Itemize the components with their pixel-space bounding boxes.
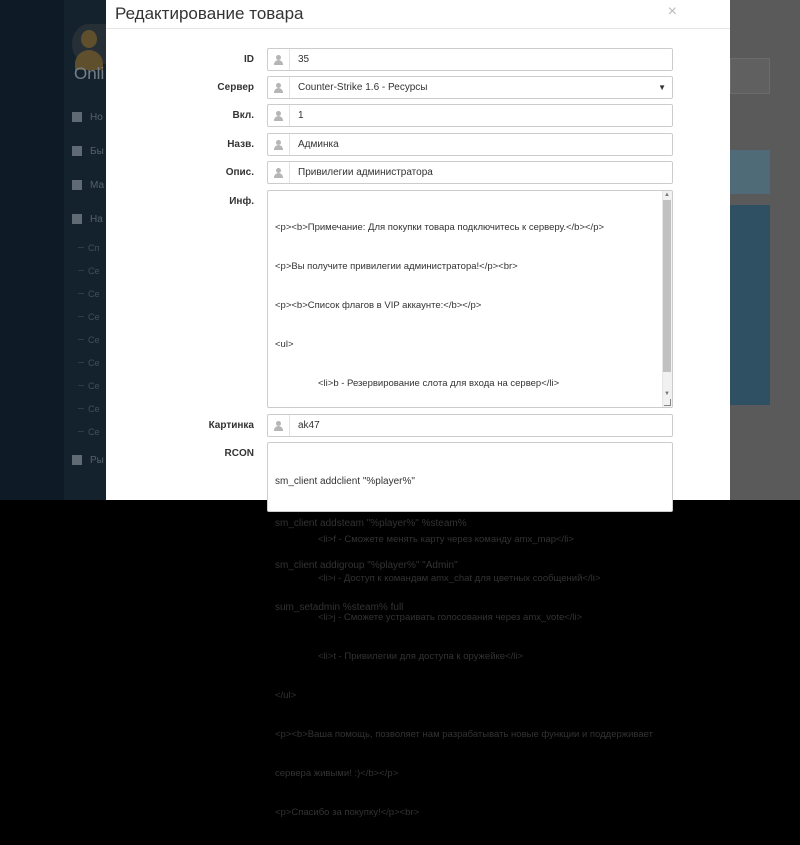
user-icon	[274, 111, 283, 121]
id-label: ID	[244, 54, 254, 65]
scroll-up-icon[interactable]: ▲	[664, 192, 670, 198]
background-dropdown	[730, 58, 770, 94]
id-field[interactable]: 35	[267, 48, 673, 71]
modal-header	[106, 0, 730, 29]
info-text: <p><b>Примечание: Для покупки товара подключитесь к серверу.</b></p> <p>Вы получите привилегии администратора!</p><br> <p><b>Список флагов в VIP аккаунте:</b></p> <ul> <li>b - Резервирование слота для входа на сервер</li> <li>f - Сможете менять карту через команду amx_map</li> <li>i - Доступ к командам amx_chat для цветных сообщений</li> <li>j - Сможете устраивать голосования через amx_vote</li> <li>t - Привилегии для доступа к оружейке</li> </ul> <p><b>Ваша помощь, позволяет нам разрабатывать новые функции и поддерживает сервера живыми! :)</b></p> <p>Спасибо за покупку!</p><br>	[275, 222, 653, 818]
background-panel	[730, 150, 770, 194]
user-icon	[274, 168, 283, 178]
user-icon	[274, 421, 283, 431]
enabled-field[interactable]: 1	[267, 104, 673, 127]
description-field[interactable]: Привилегии администратора	[267, 161, 673, 184]
description-label: Опис.	[225, 167, 254, 178]
name-field[interactable]: Админка	[267, 133, 673, 156]
user-icon	[274, 83, 283, 93]
overlay-dim	[64, 0, 106, 500]
chevron-down-icon: ▼	[658, 83, 666, 92]
name-label: Назв.	[227, 139, 254, 150]
edit-product-modal	[106, 0, 730, 818]
image-label: Картинка	[208, 420, 254, 431]
scrollbar-thumb[interactable]	[663, 200, 671, 372]
rcon-label: RCON	[224, 448, 254, 459]
modal-title: Редактирование товара	[115, 4, 304, 23]
user-icon	[274, 55, 283, 65]
close-button[interactable]: ×	[667, 3, 677, 20]
resize-handle[interactable]	[664, 399, 671, 406]
rcon-textarea[interactable]	[267, 442, 673, 613]
enabled-label: Вкл.	[232, 110, 254, 121]
server-label: Сервер	[217, 82, 254, 93]
scroll-down-icon[interactable]: ▼	[664, 391, 670, 397]
background-panel	[730, 205, 770, 405]
server-select[interactable]: Counter-Strike 1.6 - Ресурсы ▼	[267, 76, 673, 99]
image-field[interactable]: ak47	[267, 414, 673, 437]
user-icon	[274, 140, 283, 150]
info-label: Инф.	[229, 196, 254, 207]
background-content	[730, 0, 800, 500]
scrollbar[interactable]	[662, 191, 672, 407]
rcon-text: sm_client addclient "%player%" sm_client addsteam "%player%" %steam% sm_client addigroup "%player%" "Admin" sum_setadmin %steam% full	[275, 476, 467, 613]
